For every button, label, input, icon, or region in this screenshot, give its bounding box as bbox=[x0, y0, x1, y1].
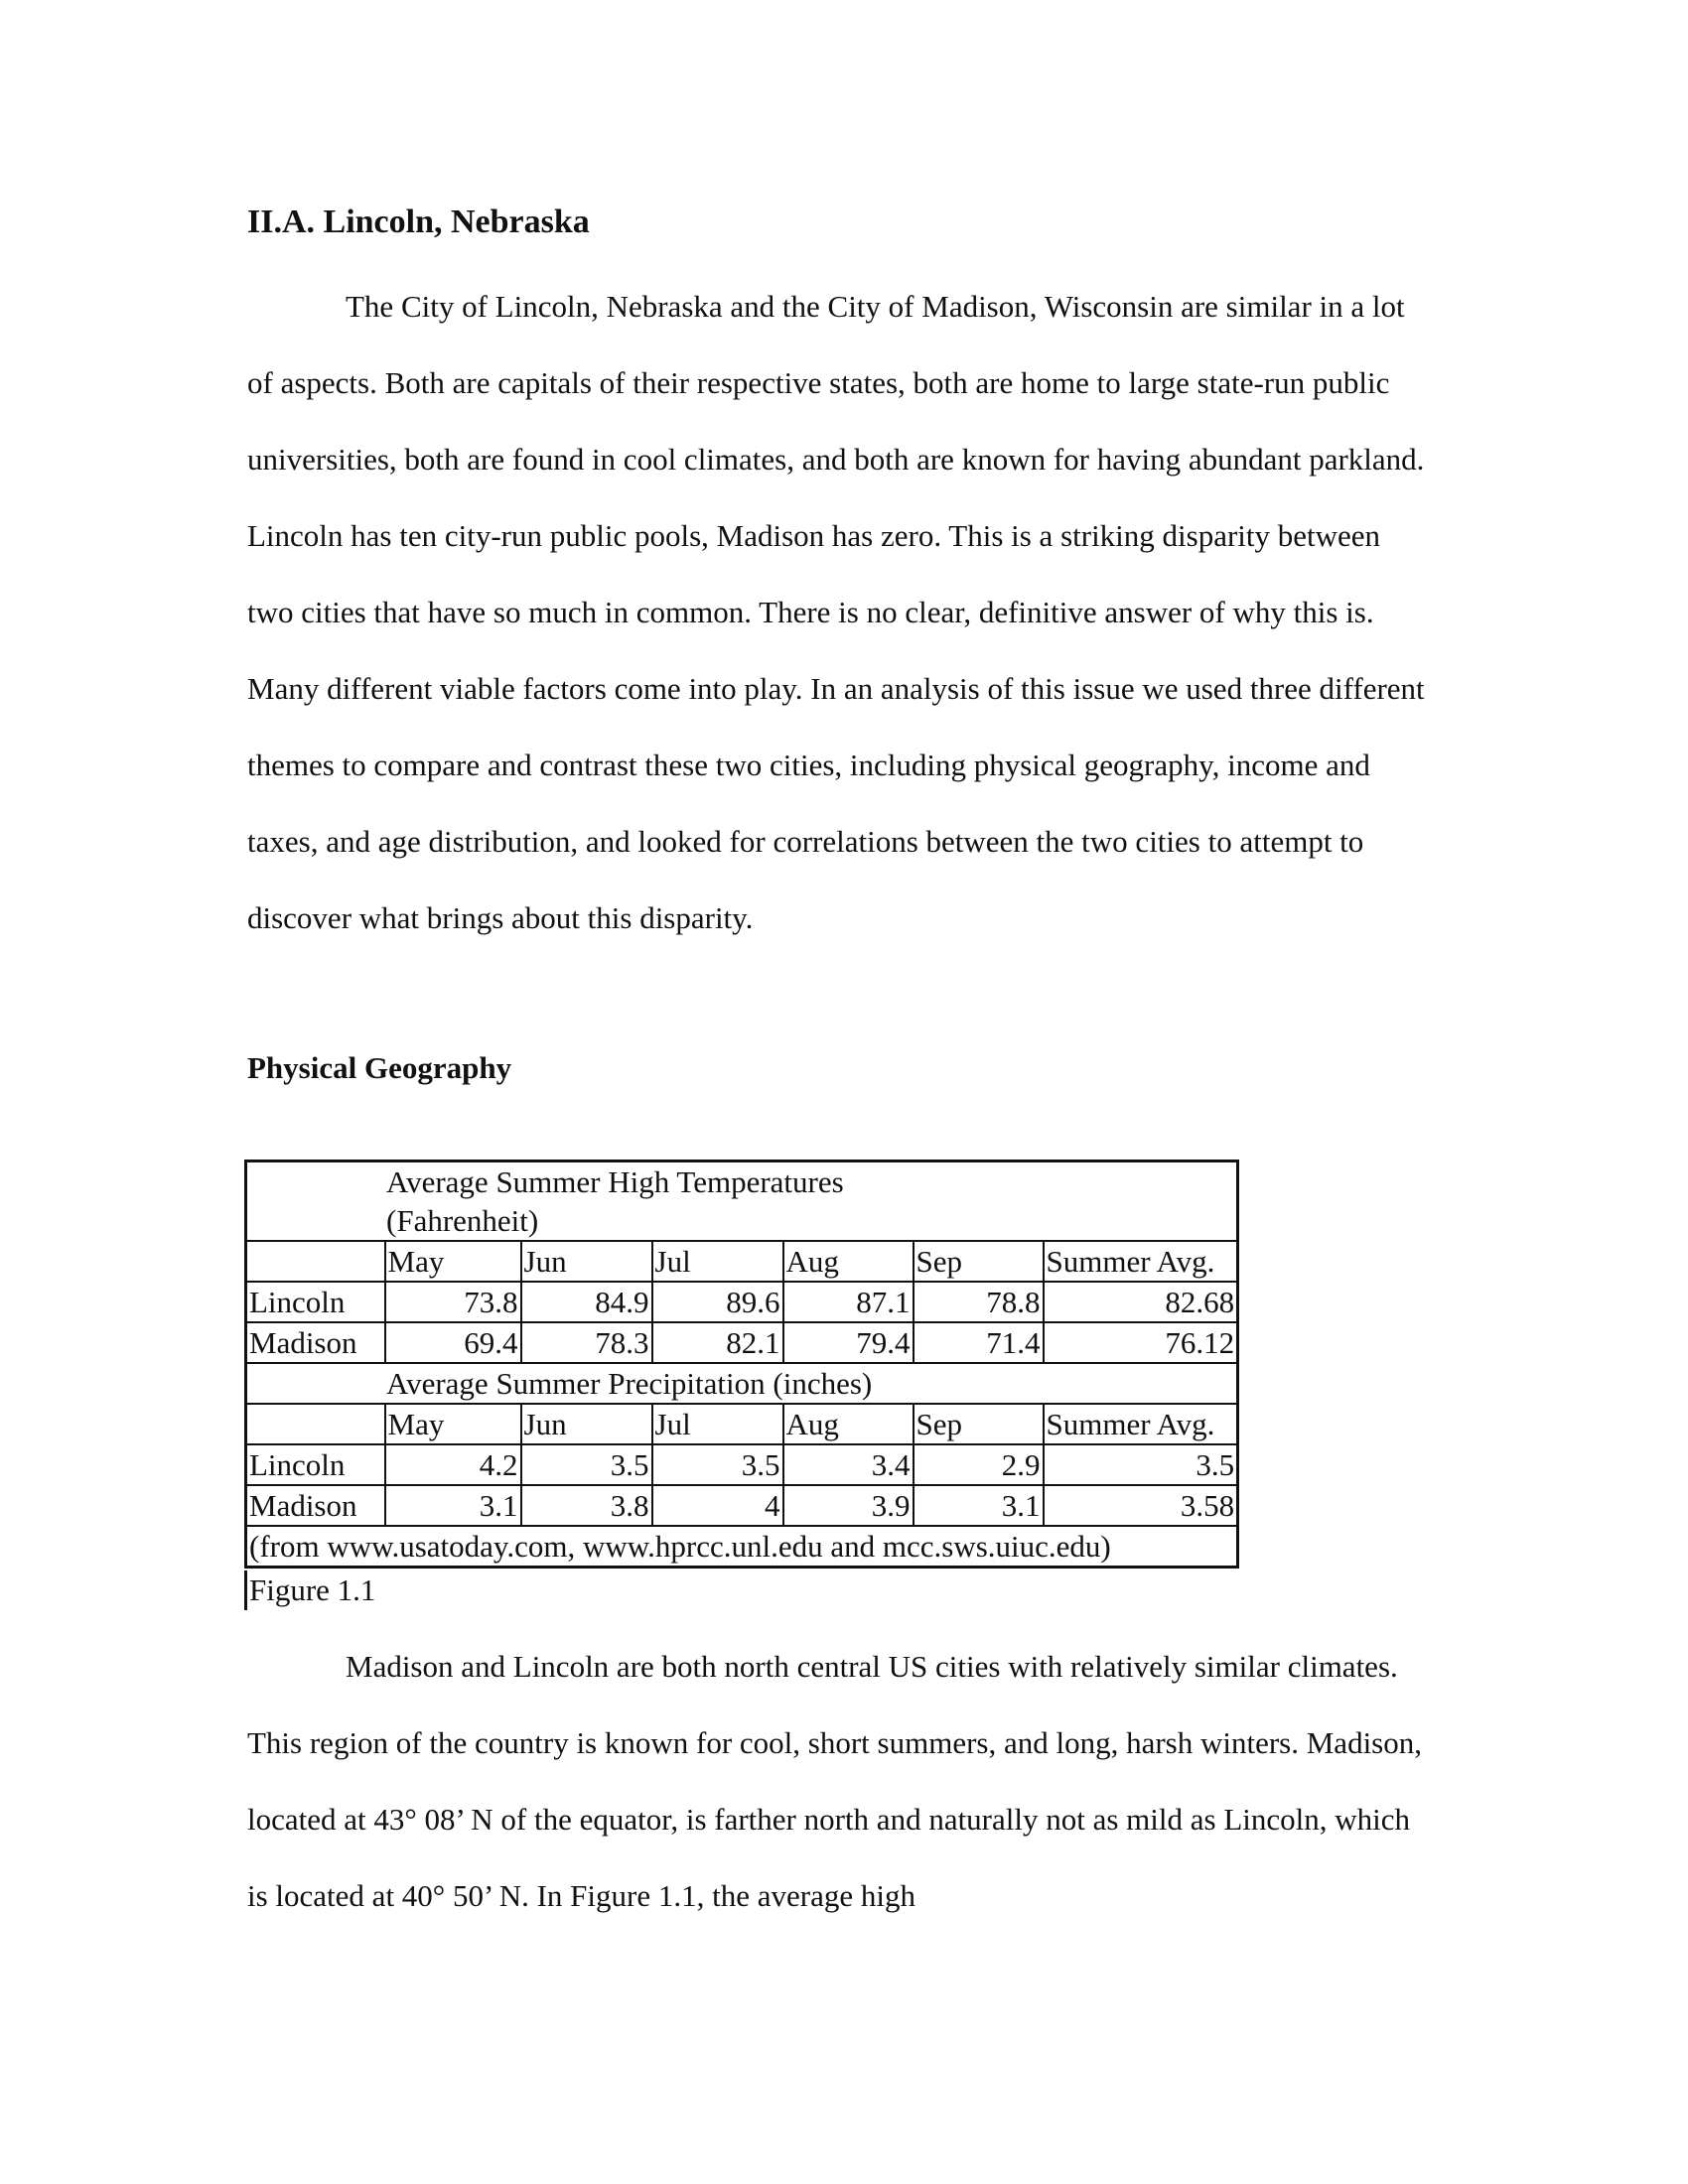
table-cell: 71.4 bbox=[914, 1322, 1044, 1363]
table-cell: 3.5 bbox=[521, 1444, 652, 1485]
col-header: May bbox=[385, 1241, 521, 1282]
table-cell: 3.4 bbox=[783, 1444, 914, 1485]
table-cell: 3.1 bbox=[385, 1485, 521, 1526]
row-label: Madison bbox=[246, 1485, 385, 1526]
climate-paragraph: Madison and Lincoln are both north central US cities with relatively similar climates. This region of the country is known for cool, short summers, and long, harsh winters. Madison, located at 43° 08’ N of the equator, is farther north and naturally not as mild as Lincoln, which is located at 40° 50’ N. In Figure 1.1, the average high bbox=[247, 1649, 1422, 1913]
col-header: Aug bbox=[783, 1404, 914, 1444]
row-label: Lincoln bbox=[246, 1444, 385, 1485]
col-header: May bbox=[385, 1404, 521, 1444]
table-cell: 82.1 bbox=[652, 1322, 783, 1363]
table-cell: 78.8 bbox=[914, 1282, 1044, 1322]
table-cell: 69.4 bbox=[385, 1322, 521, 1363]
intro-paragraph: The City of Lincoln, Nebraska and the City of Madison, Wisconsin are similar in a lot of aspects. Both are capitals of their respective states, both are home to large state-run public universities, both are found in cool climates, and both are known for having abundant parkland. Lincoln has ten city-run public pools, Madison has zero. This is a striking disparity between two cities that have so much in common. There is no clear, definitive answer of why this is. Many different viable factors come into play. In an analysis of this issue we used three different themes to compare and contrast these two cities, including physical geography, income and taxes, and age distribution, and looked for correlations between the two cities to attempt to discover what brings about this disparity. bbox=[247, 289, 1425, 935]
table-cell: 3.8 bbox=[521, 1485, 652, 1526]
temperature-title: Average Summer High Temperatures (Fahrenheit) bbox=[246, 1161, 1238, 1242]
table-cell: 76.12 bbox=[1044, 1322, 1238, 1363]
table-cell: 3.5 bbox=[1044, 1444, 1238, 1485]
table-row bbox=[246, 1322, 1238, 1363]
table-row bbox=[246, 1485, 1238, 1526]
col-header: Summer Avg. bbox=[1044, 1404, 1238, 1444]
col-header: Sep bbox=[914, 1241, 1044, 1282]
table-cell: 87.1 bbox=[783, 1282, 914, 1322]
figure-label: Figure 1.1 bbox=[244, 1570, 375, 1610]
col-header: Sep bbox=[914, 1404, 1044, 1444]
row-label: Madison bbox=[246, 1322, 385, 1363]
col-header: Aug bbox=[783, 1241, 914, 1282]
table-cell: 82.68 bbox=[1044, 1282, 1238, 1322]
physical-geography-heading: Physical Geography bbox=[247, 1050, 512, 1085]
source-row bbox=[246, 1526, 1238, 1568]
precipitation-title: Average Summer Precipitation (inches) bbox=[246, 1363, 1238, 1404]
precipitation-header-row bbox=[246, 1404, 1238, 1444]
col-header: Jun bbox=[521, 1404, 652, 1444]
table-corner bbox=[246, 1241, 385, 1282]
table-cell: 84.9 bbox=[521, 1282, 652, 1322]
table-cell: 79.4 bbox=[783, 1322, 914, 1363]
table-cell: 78.3 bbox=[521, 1322, 652, 1363]
table-cell: 89.6 bbox=[652, 1282, 783, 1322]
table-row bbox=[246, 1282, 1238, 1322]
table-cell: 3.9 bbox=[783, 1485, 914, 1526]
table-row bbox=[246, 1444, 1238, 1485]
table-cell: 3.1 bbox=[914, 1485, 1044, 1526]
temperature-header-row bbox=[246, 1241, 1238, 1282]
col-header: Summer Avg. bbox=[1044, 1241, 1238, 1282]
table-corner bbox=[246, 1404, 385, 1444]
climate-table bbox=[244, 1160, 1239, 1569]
col-header: Jul bbox=[652, 1241, 783, 1282]
col-header: Jul bbox=[652, 1404, 783, 1444]
col-header: Jun bbox=[521, 1241, 652, 1282]
table-cell: 3.58 bbox=[1044, 1485, 1238, 1526]
table-cell: 4.2 bbox=[385, 1444, 521, 1485]
section-title: II.A. Lincoln, Nebraska bbox=[247, 204, 590, 240]
temperature-title-row bbox=[246, 1161, 1238, 1242]
table-source: (from www.usatoday.com, www.hprcc.unl.edu and mcc.sws.uiuc.edu) bbox=[249, 1529, 1111, 1564]
table-cell: 73.8 bbox=[385, 1282, 521, 1322]
row-label: Lincoln bbox=[246, 1282, 385, 1322]
table-cell: 3.5 bbox=[652, 1444, 783, 1485]
table-cell: 4 bbox=[652, 1485, 783, 1526]
table-cell: 2.9 bbox=[914, 1444, 1044, 1485]
precipitation-title-row bbox=[246, 1363, 1238, 1404]
